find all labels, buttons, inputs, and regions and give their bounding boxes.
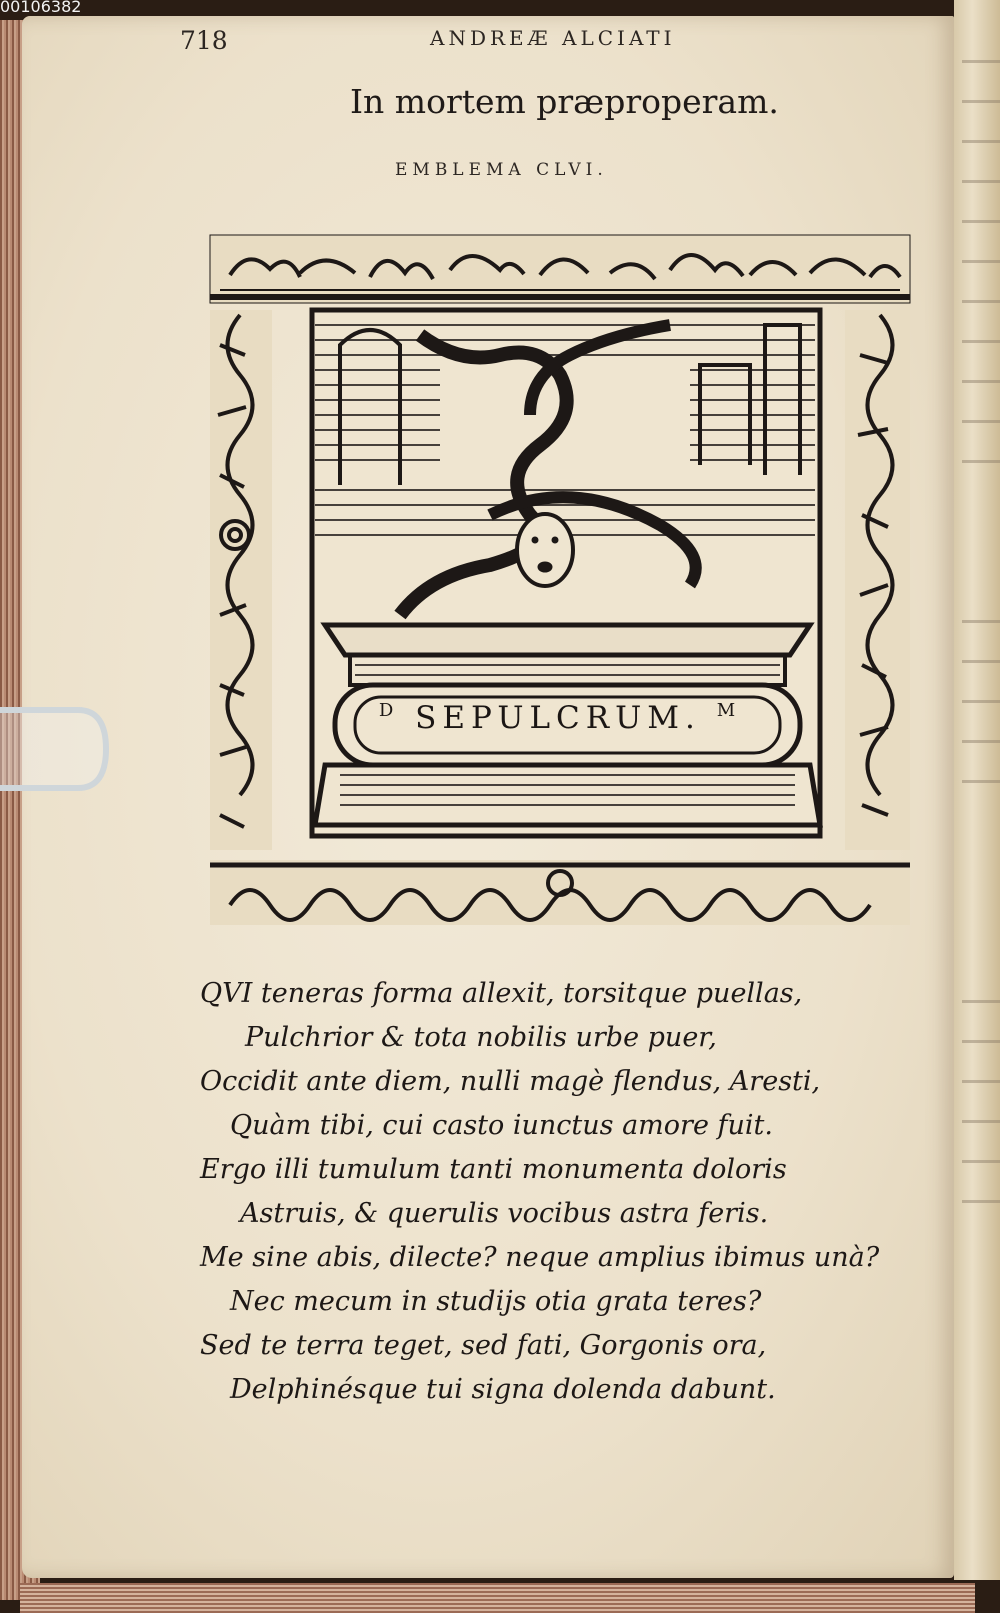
tomb-inscription [375,700,745,736]
verse-line: Me sine abis, dilecte? neque amplius ibimus unà? [200,1242,880,1273]
inscription-text: SEPULCRUM. [415,700,701,736]
verse-line: Occidit ante diem, nulli magè flendus, Aresti, [200,1066,821,1097]
scan-id: 00106382 [0,0,82,14]
animal-frieze-border [210,235,910,303]
right-foliage-border [845,310,910,850]
emblem-number: EMBLEMA CLVI. [395,160,608,180]
bottom-scroll-border [210,860,910,925]
clip-icon [0,700,110,798]
tomb-scene [312,310,820,836]
verse-line: Delphinésque tui signa dolenda dabunt. [230,1374,776,1405]
verse-line: Pulchrior & tota nobilis urbe puer, [245,1022,717,1053]
running-head: ANDREÆ ALCIATI [430,26,676,50]
verse-line: Nec mecum in studijs otia grata teres? [230,1286,762,1317]
inscription-left-mark: D [378,700,400,721]
emblem-title: In mortem præproperam. [350,82,779,121]
verse-line: Quàm tibi, cui casto iunctus amore fuit. [230,1110,773,1141]
verse-line: Ergo illi tumulum tanti monumenta doloris [200,1154,787,1185]
woodcut-illustration [190,215,920,925]
page-number: 718 [180,26,228,55]
page-clip [0,700,110,798]
verse-line: QVI teneras forma allexit, torsitque puellas, [200,978,803,1009]
left-foliage-border [210,310,272,850]
woodcut-svg [190,215,920,925]
verse-line: Astruis, & querulis vocibus astra feris. [240,1198,769,1229]
inscription-right-mark: M [716,700,742,721]
verse-line: Sed te terra teget, sed fati, Gorgonis ora, [200,1330,767,1361]
